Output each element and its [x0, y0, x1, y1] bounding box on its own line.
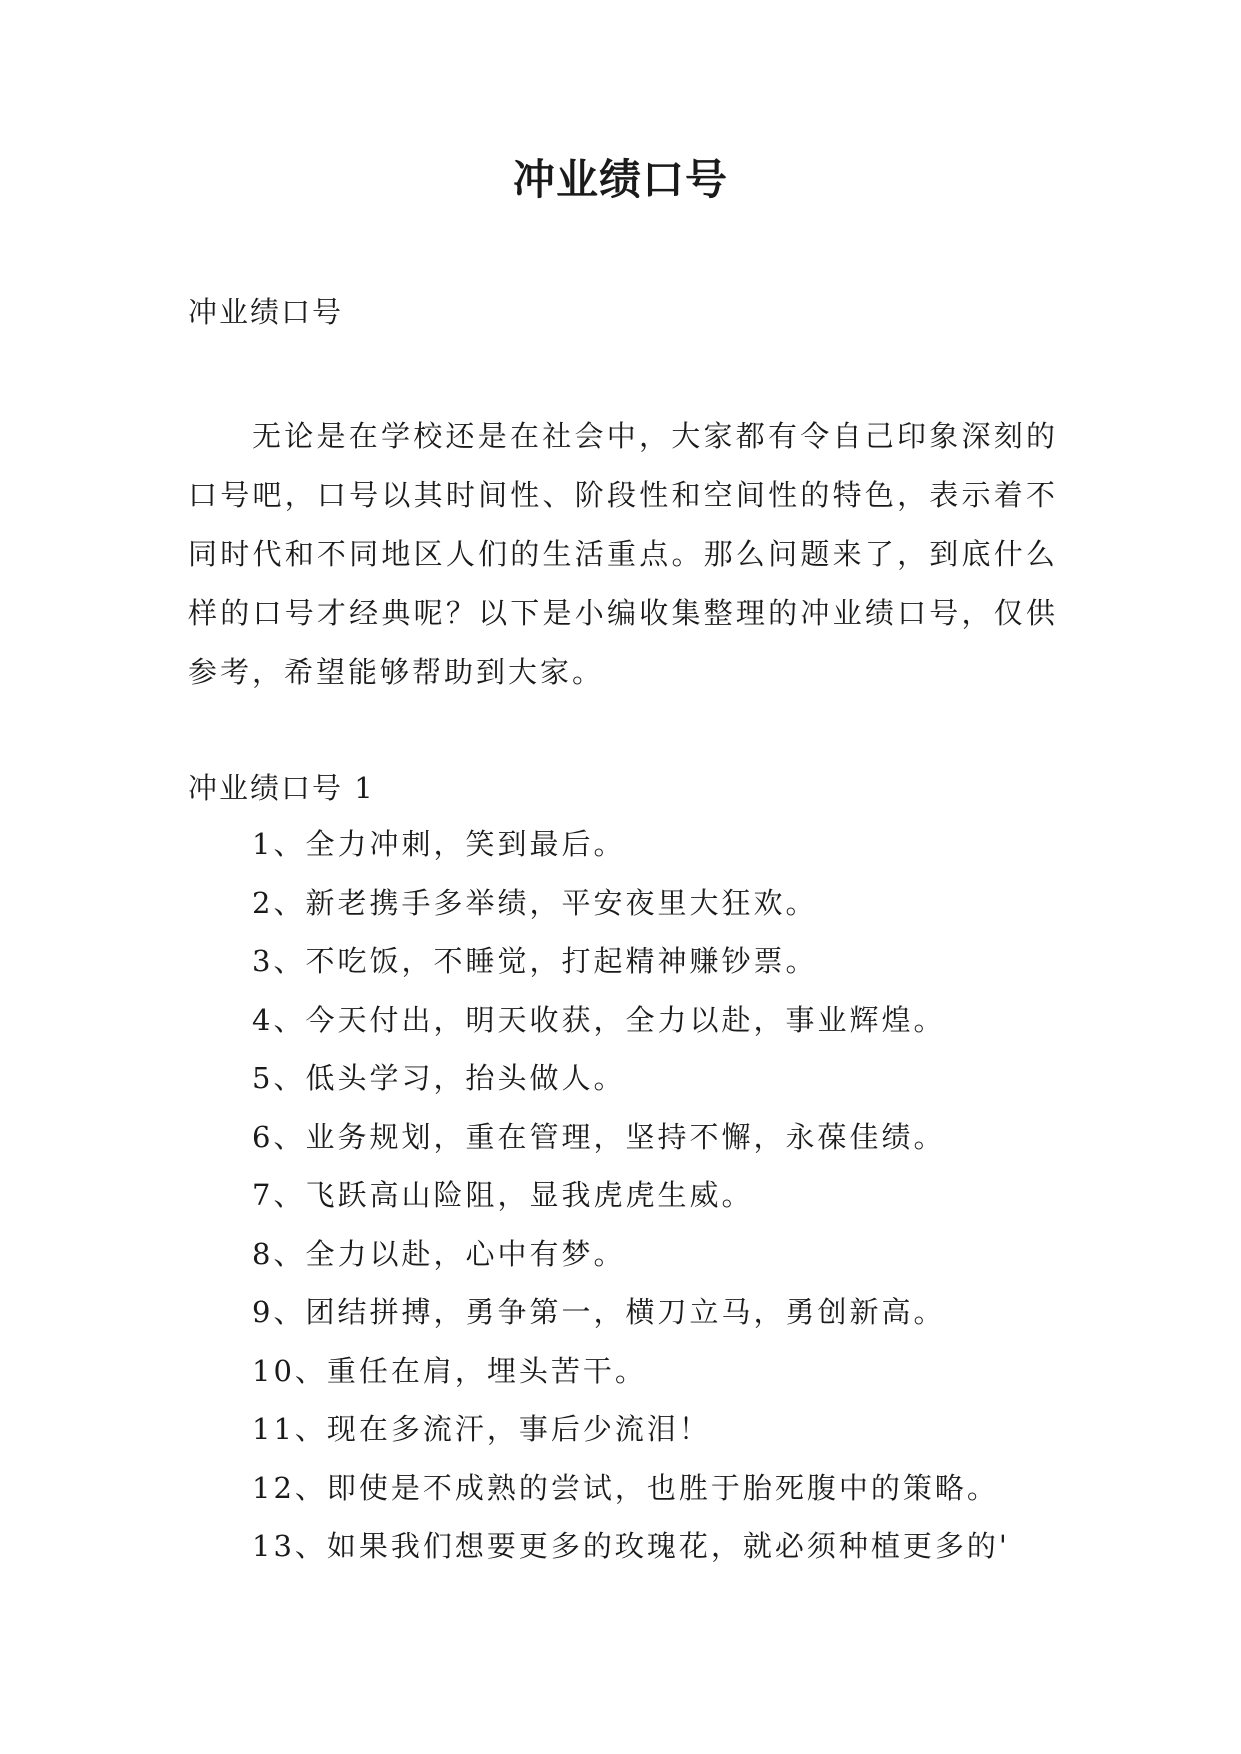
slogan-item: 6、业务规划，重在管理，坚持不懈，永葆佳绩。	[252, 1119, 946, 1154]
document-subtitle: 冲业绩口号	[188, 295, 344, 329]
slogan-item: 1、全力冲刺，笑到最后。	[252, 827, 626, 861]
section-heading: 冲业绩口号 1	[188, 771, 375, 805]
slogan-item: 10、重任在肩，埋头苦干。	[252, 1353, 647, 1388]
slogan-list	[252, 815, 1132, 1576]
slogan-item: 8、全力以赴，心中有梦。	[252, 1236, 626, 1271]
intro-paragraph: 无论是在学校还是在社会中，大家都有令自己印象深刻的口号吧，口号以其时间性、阶段性和空间性的特色，表示着不同时代和不同地区人们的生活重点。那么问题来了，到底什么样的口号才经典呢？以下是小编收集整理的冲业绩口号，仅供参考，希望能够帮助到大家。	[188, 419, 1058, 689]
slogan-item: 13、如果我们想要更多的玫瑰花，就必须种植更多的'	[252, 1529, 1010, 1563]
slogan-item: 11、现在多流汗，事后少流泪！	[252, 1412, 711, 1446]
slogan-item: 2、新老携手多举绩，平安夜里大狂欢。	[252, 885, 818, 920]
slogan-item: 12、即使是不成熟的尝试，也胜于胎死腹中的策略。	[252, 1470, 999, 1505]
slogan-item: 9、团结拼搏，勇争第一，横刀立马，勇创新高。	[252, 1295, 946, 1329]
slogan-item: 4、今天付出，明天收获，全力以赴，事业辉煌。	[252, 1002, 946, 1037]
slogan-item: 7、飞跃高山险阻，显我虎虎生威。	[252, 1178, 754, 1212]
slogan-item: 3、不吃饭，不睡觉，打起精神赚钞票。	[252, 944, 818, 978]
document-title: 冲业绩口号	[512, 155, 728, 204]
slogan-item: 5、低头学习，抬头做人。	[252, 1061, 626, 1095]
